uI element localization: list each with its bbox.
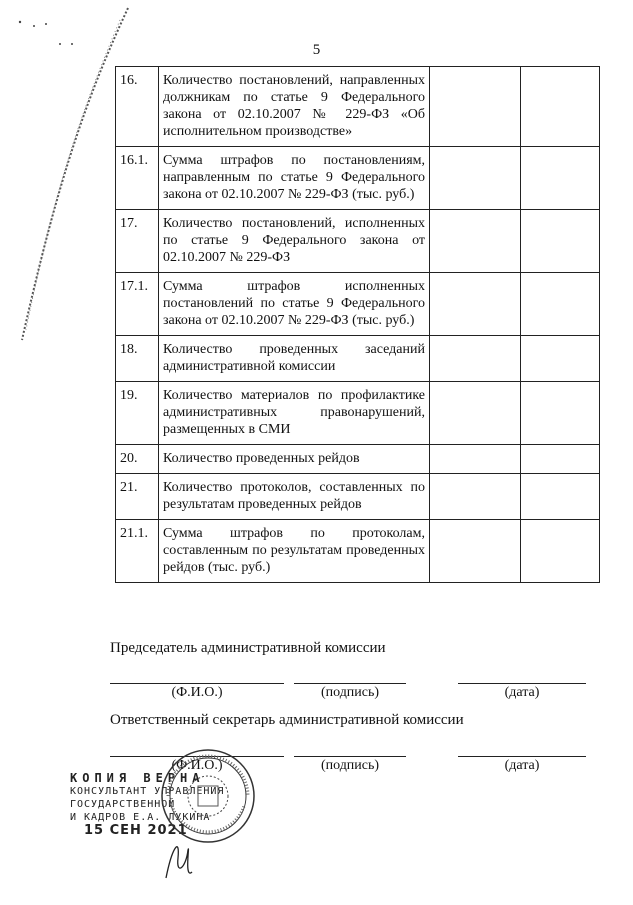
- secretary-date-line: [458, 756, 586, 757]
- row-value-cell: [430, 210, 521, 273]
- handwritten-signature: [158, 828, 198, 888]
- secretary-sign-caption: (подпись): [320, 758, 380, 773]
- row-number: 17.1.: [116, 273, 159, 336]
- chairman-date-caption: (дата): [504, 685, 540, 700]
- secretary-title: Ответственный секретарь административной комиссии: [110, 712, 464, 728]
- row-value-cell: [430, 474, 521, 520]
- stamp-line-2: КОНСУЛЬТАНТ УПРАВЛЕНИЯ: [70, 786, 225, 797]
- row-indicator: Сумма штрафов исполненных постановлений по статье 9 Федерального закона от 02.10.2007 № 229-ФЗ (тыс. руб.): [159, 273, 430, 336]
- row-number: 17.: [116, 210, 159, 273]
- row-number: 18.: [116, 336, 159, 382]
- row-number: 21.1.: [116, 520, 159, 583]
- chairman-fio-line: [110, 683, 284, 684]
- row-indicator: Количество материалов по профилактике административных правонарушений, размещенных в СМИ: [159, 382, 430, 445]
- row-value-cell: [521, 67, 600, 147]
- chairman-title: Председатель административной комиссии: [110, 640, 386, 656]
- row-value-cell: [521, 147, 600, 210]
- table-row: [116, 382, 600, 445]
- stamp-line-1: КОПИЯ ВЕРНА: [70, 771, 205, 785]
- row-number: 16.1.: [116, 147, 159, 210]
- row-value-cell: [521, 520, 600, 583]
- row-value-cell: [430, 67, 521, 147]
- row-value-cell: [430, 382, 521, 445]
- table-row: [116, 474, 600, 520]
- row-value-cell: [521, 445, 600, 474]
- secretary-fio-caption: (Ф.И.О.): [171, 758, 223, 773]
- secretary-date-caption: (дата): [504, 758, 540, 773]
- table-row: [116, 273, 600, 336]
- row-value-cell: [430, 336, 521, 382]
- row-value-cell: [521, 210, 600, 273]
- row-value-cell: [521, 336, 600, 382]
- row-number: 16.: [116, 67, 159, 147]
- table-row: [116, 445, 600, 474]
- chairman-fio-caption: (Ф.И.О.): [171, 685, 223, 700]
- row-value-cell: [521, 273, 600, 336]
- stamp-line-3: ГОСУДАРСТВЕННОЙ: [70, 799, 176, 810]
- table-row: [116, 210, 600, 273]
- chairman-sign-line: [294, 683, 406, 684]
- table-row: [116, 520, 600, 583]
- row-indicator: Сумма штрафов по постановлениям, направленным по статье 9 Федерального закона от 02.10.2007 № 229-ФЗ (тыс. руб.): [159, 147, 430, 210]
- stamp-date: 15 СЕН 2021: [84, 823, 188, 838]
- chairman-date-line: [458, 683, 586, 684]
- row-value-cell: [430, 445, 521, 474]
- row-value-cell: [430, 273, 521, 336]
- report-table: [115, 66, 600, 583]
- table-row: [116, 67, 600, 147]
- row-indicator: Количество протоколов, составленных по результатам проведенных рейдов: [159, 474, 430, 520]
- stamp-line-4: И КАДРОВ Е.А. ЛУКИНА: [70, 812, 211, 823]
- row-number: 21.: [116, 474, 159, 520]
- secretary-sign-line: [294, 756, 406, 757]
- row-indicator: Количество постановлений, исполненных по статье 9 Федерального закона от 02.10.2007 № 229-ФЗ: [159, 210, 430, 273]
- row-number: 19.: [116, 382, 159, 445]
- table-row: [116, 336, 600, 382]
- row-value-cell: [521, 474, 600, 520]
- chairman-sign-caption: (подпись): [320, 685, 380, 700]
- row-value-cell: [521, 382, 600, 445]
- table-row: [116, 147, 600, 210]
- row-indicator: Количество проведенных рейдов: [159, 445, 430, 474]
- row-number: 20.: [116, 445, 159, 474]
- row-value-cell: [430, 520, 521, 583]
- row-indicator: Количество постановлений, направленных должникам по статье 9 Федерального закона от 02.10.2007 № 229-ФЗ «Об исполнительном производстве»: [159, 67, 430, 147]
- report-table-body: [116, 67, 600, 583]
- row-indicator: Количество проведенных заседаний административной комиссии: [159, 336, 430, 382]
- row-indicator: Сумма штрафов по протоколам, составленным по результатам проведенных рейдов (тыс. руб.): [159, 520, 430, 583]
- page-number: 5: [312, 42, 321, 58]
- row-value-cell: [430, 147, 521, 210]
